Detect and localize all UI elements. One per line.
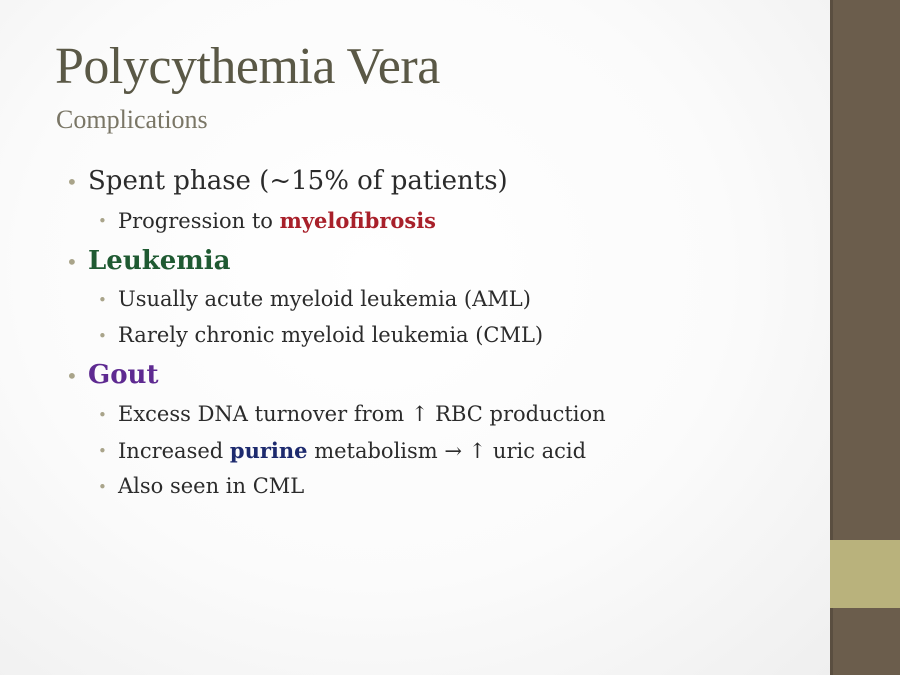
- bullet-dot-icon: •: [98, 212, 107, 230]
- sub-bullet-purine: [98, 438, 587, 464]
- bullet-dot-icon: •: [98, 442, 107, 460]
- sub-bullet-aml: [98, 287, 531, 312]
- bullet-dot-icon: •: [98, 291, 107, 309]
- bullet-text: Gout: [88, 360, 159, 390]
- sub-bullet-text: Also seen in CML: [118, 474, 305, 498]
- slide-subtitle: Complications: [56, 105, 208, 134]
- purine-emphasis: purine: [229, 438, 308, 463]
- sub-bullet-progression: [98, 208, 437, 234]
- bullet-gout: [66, 360, 159, 391]
- sub-bullet-cml-gout: [98, 474, 305, 499]
- bullet-dot-icon: •: [66, 250, 78, 274]
- bullet-spent-phase: [66, 166, 508, 197]
- sub-bullet-prefix: Progression to: [118, 209, 280, 233]
- sub-bullet-text: Rarely chronic myeloid leukemia (CML): [118, 323, 544, 347]
- bullet-dot-icon: •: [66, 170, 78, 194]
- sub-bullet-cml: [98, 323, 544, 348]
- bullet-dot-icon: •: [98, 478, 107, 496]
- side-decor-band: [830, 0, 900, 675]
- bullet-dot-icon: •: [98, 327, 107, 345]
- slide-title: Polycythemia Vera: [55, 38, 440, 95]
- sub-bullet-suffix: metabolism → ↑ uric acid: [307, 439, 587, 463]
- sub-bullet-dna-turnover: [98, 402, 606, 427]
- bullet-dot-icon: •: [66, 364, 78, 388]
- bullet-dot-icon: •: [98, 406, 107, 424]
- bullet-text: Spent phase (~15% of patients): [88, 166, 508, 196]
- bullet-text: Leukemia: [88, 246, 231, 276]
- myelofibrosis-emphasis: myelofibrosis: [279, 208, 437, 233]
- bullet-leukemia: [66, 246, 231, 277]
- side-band-accent: [830, 540, 900, 608]
- sub-bullet-text: Usually acute myeloid leukemia (AML): [118, 287, 531, 311]
- sub-bullet-text: Excess DNA turnover from ↑ RBC production: [118, 402, 606, 426]
- sub-bullet-prefix: Increased: [118, 439, 230, 463]
